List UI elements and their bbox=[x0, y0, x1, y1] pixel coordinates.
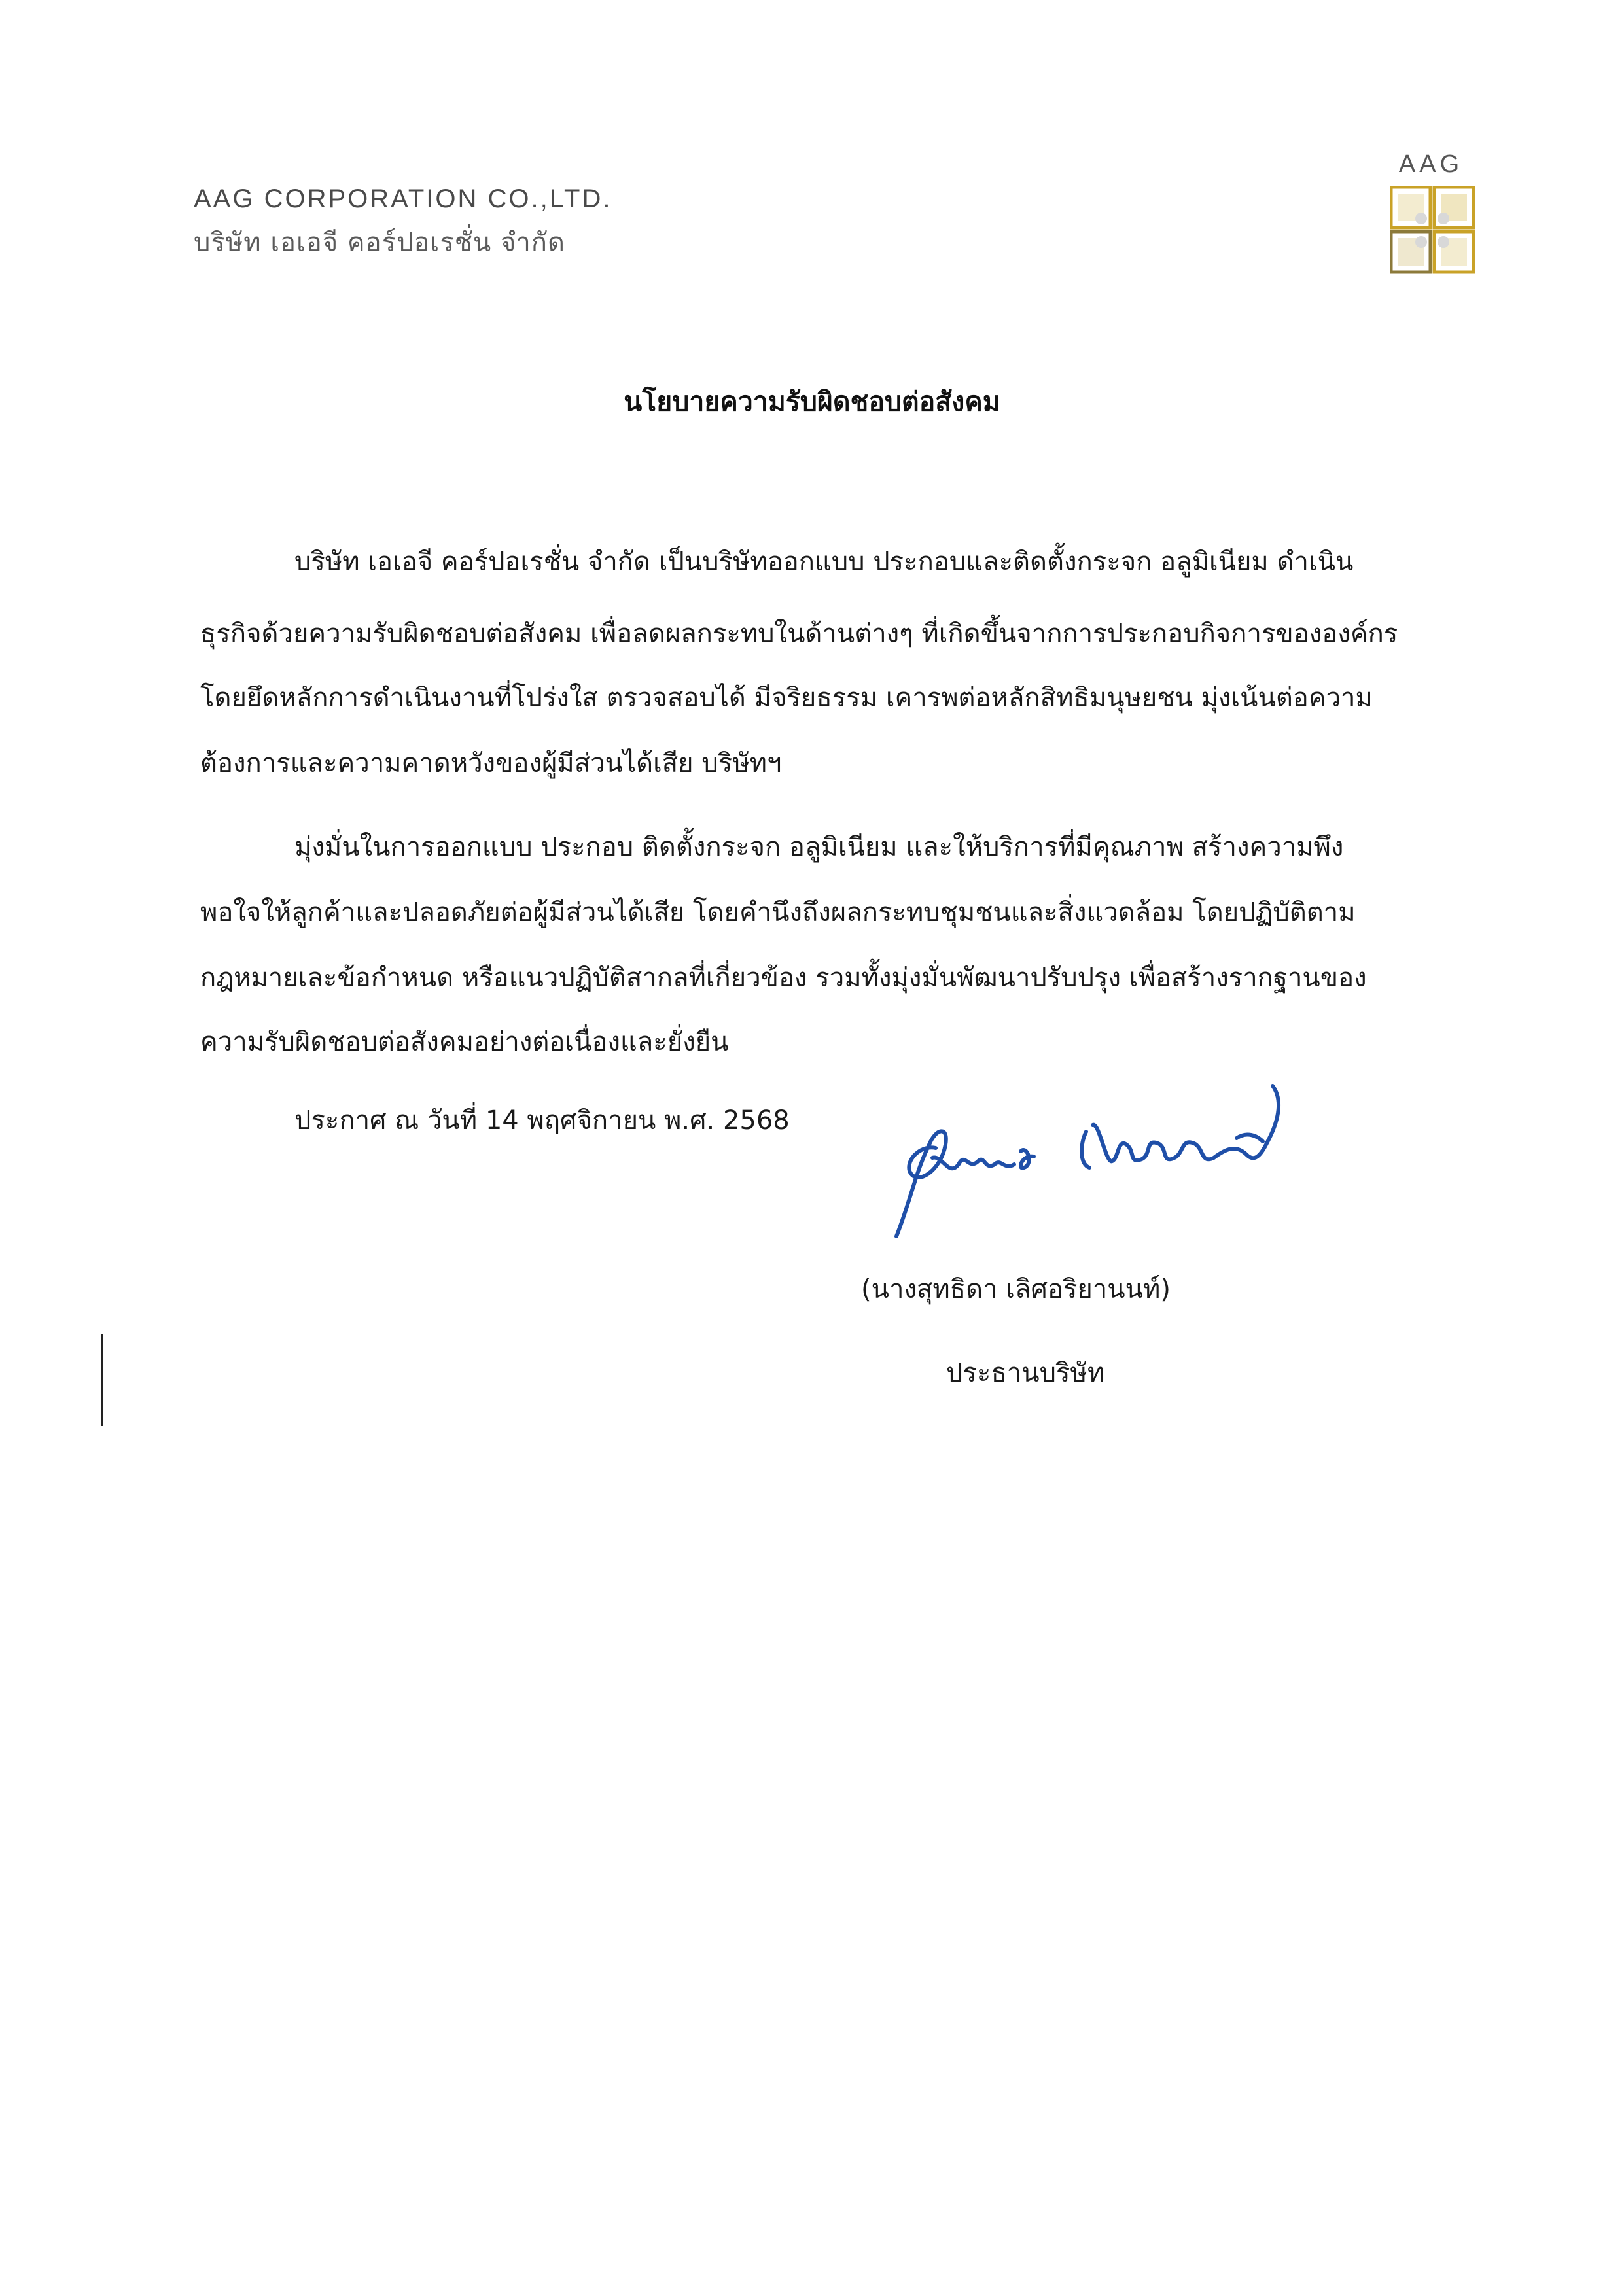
paragraph2-line2: พอใจให้ลูกค้าและปลอดภัยต่อผู้มีส่วนได้เสีย โดยคำนึงถึงผลกระทบชุมชนและสิ่งแวดล้อม โดยปฏิบัติตาม bbox=[200, 897, 1356, 928]
paragraph1-line1: บริษัท เอเอจี คอร์ปอเรชั่น จำกัด เป็นบริษัทออกแบบ ประกอบและติดตั้งกระจก อลูมิเนียม ดำเนิน bbox=[294, 547, 1354, 577]
paragraph1-line4: ต้องการและความคาดหวังของผู้มีส่วนได้เสีย บริษัทฯ bbox=[200, 748, 782, 778]
company-name-th: บริษัท เอเอจี คอร์ปอเรชั่น จำกัด bbox=[194, 228, 566, 258]
paragraph2-line3: กฎหมายเละข้อกำหนด หรือแนวปฏิบัติสากลที่เกี่ยวข้อง รวมทั้งมุ่งมั่นพัฒนาปรับปรุง เพื่อสร้างรากฐานของ bbox=[200, 963, 1367, 993]
paragraph2-line4: ความรับผิดชอบต่อสังคมอย่างต่อเนื่องและยั่งยืน bbox=[200, 1027, 729, 1057]
paragraph1-line2: ธุรกิจด้วยความรับผิดชอบต่อสังคม เพื่อลดผลกระทบในด้านต่างๆ ที่เกิดขึ้นจากการประกอบกิจการขององค์กร bbox=[200, 619, 1398, 649]
company-name-en: AAG CORPORATION CO.,LTD. bbox=[194, 184, 612, 213]
paragraph1-line3: โดยยึดหลักการดำเนินงานที่โปร่งใส ตรวจสอบได้ มีจริยธรรม เคารพต่อหลักสิทธิมนุษยชน มุ่งเน้นต่อความ bbox=[200, 683, 1373, 713]
company-logo-icon bbox=[1390, 186, 1475, 275]
handwritten-signature-icon bbox=[870, 1073, 1315, 1269]
logo-text: AAG bbox=[1398, 150, 1464, 178]
margin-line bbox=[101, 1334, 103, 1426]
announcement-date: ประกาศ ณ วันที่ 14 พฤศจิกายน พ.ศ. 2568 bbox=[294, 1105, 790, 1136]
paragraph2-line1: มุ่งมั่นในการออกแบบ ประกอบ ติดตั้งกระจก อลูมิเนียม และให้บริการที่มีคุณภาพ สร้างความพึง bbox=[294, 832, 1344, 862]
signer-name: (นางสุทธิดา เลิศอริยานนท์) bbox=[861, 1274, 1171, 1304]
document-title: นโยบายความรับผิดชอบต่อสังคม bbox=[624, 386, 1000, 417]
signer-position: ประธานบริษัท bbox=[946, 1358, 1105, 1388]
